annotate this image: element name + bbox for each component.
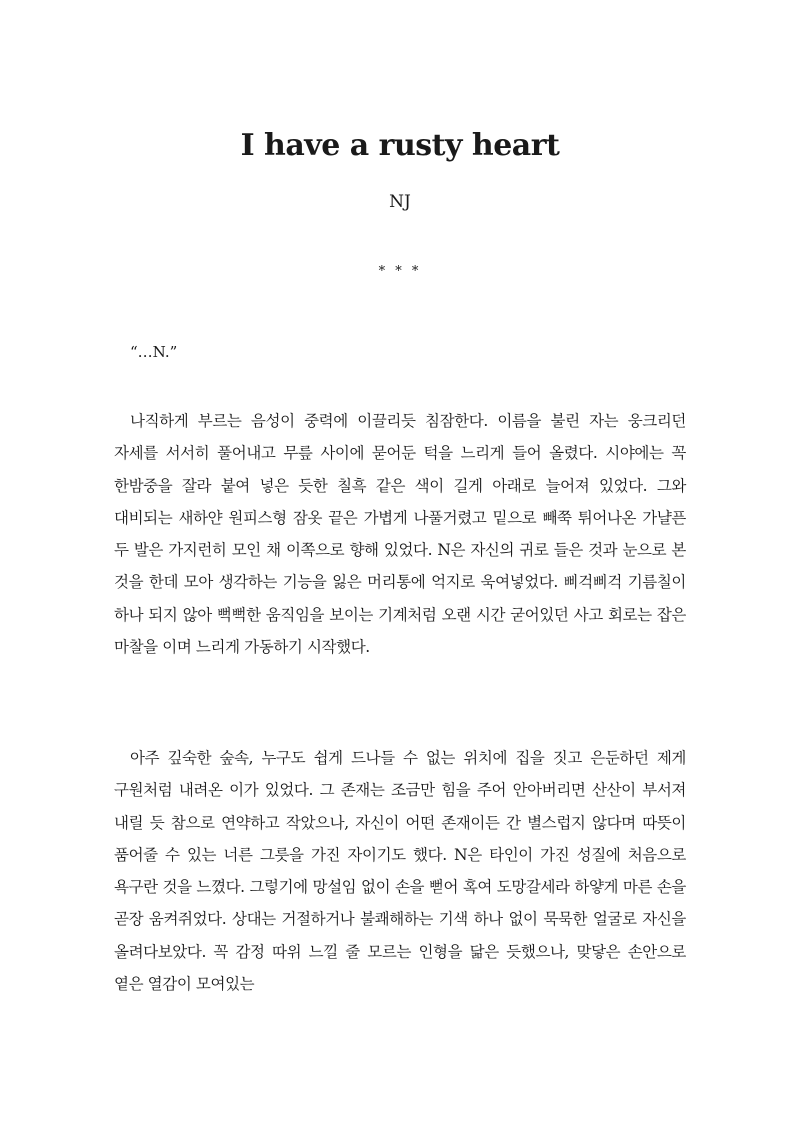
author-name: NJ — [389, 192, 411, 212]
section-divider: * * * — [378, 264, 422, 279]
dialogue-line: “…N.” — [130, 343, 178, 361]
body-paragraph-2: 아주 깊숙한 숲속, 누구도 쉽게 드나들 수 없는 위치에 집을 짓고 은둔하던 제게 구원처럼 내려온 이가 있었다. 그 존재는 조금만 힘을 주어 안아버리면 산산이 부서져 내릴 듯 참으로 연약하고 작았으나, 자신이 어떤 존재이든 간 별스럽지 않다며 따뜻이 품어줄 수 있는 너른 그릇을 가진 자이기도 했다. N은 타인이 가진 성질에 처음으로 욕구란 것을 느꼈다. 그렇기에 망설임 없이 손을 뻗어 혹여 도망갈세라 하얗게 마른 손을 곧장 움켜쥐었다. 상대는 거절하거나 불쾌해하는 기색 하나 없이 묵묵한 얼굴로 자신을 올려다보았다. 꼭 감정 따위 느낄 줄 모르는 인형을 닮은 듯했으나, 맞닿은 손안으로 옅은 열감이 모여있는 — [114, 749, 686, 994]
document-title: I have a rusty heart — [240, 128, 560, 163]
body-paragraph-1: 나직하게 부르는 음성이 중력에 이끌리듯 침잠한다. 이름을 불린 자는 웅크리던 자세를 서서히 풀어내고 무릎 사이에 묻어둔 턱을 느리게 들어 올렸다. 시야에는 꼭 한밤중을 잘라 붙여 넣은 듯한 칠흑 같은 색이 길게 아래로 늘어져 있었다. 그와 대비되는 새하얀 원피스형 잠옷 끝은 가볍게 나풀거렸고 밑으로 빼쭉 튀어나온 가냘픈 두 발은 가지런히 모인 채 이쪽으로 향해 있었다. N은 자신의 귀로 들은 것과 눈으로 본 것을 한데 모아 생각하는 기능을 잃은 머리통에 억지로 욱여넣었다. 삐걱삐걱 기름칠이 하나 되지 않아 뻑뻑한 움직임을 보이는 기계처럼 오랜 시간 굳어있던 사고 회로는 잡은 마찰을 이며 느리게 가동하기 시작했다. — [114, 412, 686, 657]
